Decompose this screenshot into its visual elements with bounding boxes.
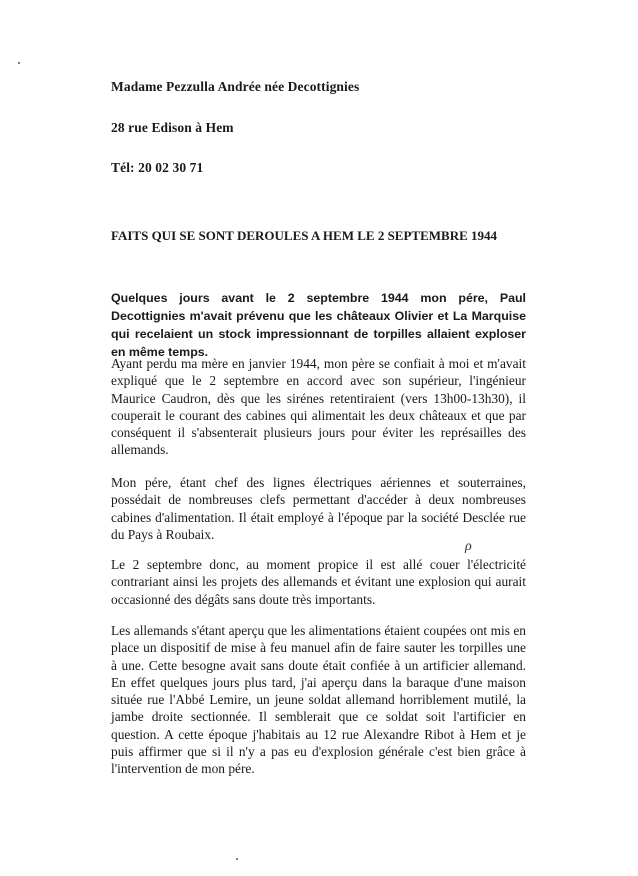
sender-address: 28 rue Edison à Hem — [111, 120, 234, 135]
scan-speck — [18, 62, 20, 64]
scan-speck — [236, 858, 238, 860]
sender-name: Madame Pezzulla Andrée née Decottignies — [111, 79, 360, 94]
intro-paragraph: Quelques jours avant le 2 septembre 1944 mon pére, Paul Decottignies m'avait prévenu que les châteaux Olivier et La Marquise qui recelaient un stock impressionnant de torpilles allaient exploser en même temps. — [111, 291, 526, 359]
handwritten-correction: ρ — [465, 539, 472, 554]
paragraph-2: Mon pére, étant chef des lignes électriques aériennes et souterraines, possédait de nombreuses clefs permettant d'accéder à deux nombreuses cabines d'alimentation. Il était employé à l'époque par la société Desclée rue du Pays à Roubaix. — [111, 475, 526, 542]
sender-phone: Tél: 20 02 30 71 — [111, 160, 204, 175]
paragraph-3: Le 2 septembre donc, au moment propice il est allé couer l'électricité contrariant ainsi les projets des allemands et évitant une explosion qui aurait occasionné des dégâts sans doute très importants. — [111, 557, 526, 607]
document-title: FAITS QUI SE SONT DEROULES A HEM LE 2 SEPTEMBRE 1944 — [111, 228, 498, 243]
paragraph-4: Les allemands s'étant aperçu que les alimentations étaient coupées ont mis en place un dispositif de mise à feu manuel afin de faire sauter les torpilles une à une. Cette besogne avait sans doute était confiée à un artificier allemand. En effet quelques jours plus tard, j'ai aperçu dans la baraque d'une maison située rue l'Abbé Lemire, un jeune soldat allemand horriblement mutilé, la jambe droite sectionnée. Il semblerait que ce soldat soit l'artificier en question. A cette époque j'habitais au 12 rue Alexandre Ribot à Hem et je puis affirmer que si il n'y a pas eu d'explosion générale c'est bien grâce à l'intervention de mon pére. — [111, 623, 526, 777]
paragraph-1: Ayant perdu ma mère en janvier 1944, mon père se confiait à moi et m'avait expliqué que le 2 septembre en accord avec son supérieur, l'ingénieur Maurice Caudron, dès que les sirénes retentiraient (vers 13h00-13h30), il couperait le courant des cabines qui alimentait les deux châteaux et que par conséquent il s'absenterait plusieurs jours pour éviter les représailles des allemands. — [111, 356, 526, 458]
